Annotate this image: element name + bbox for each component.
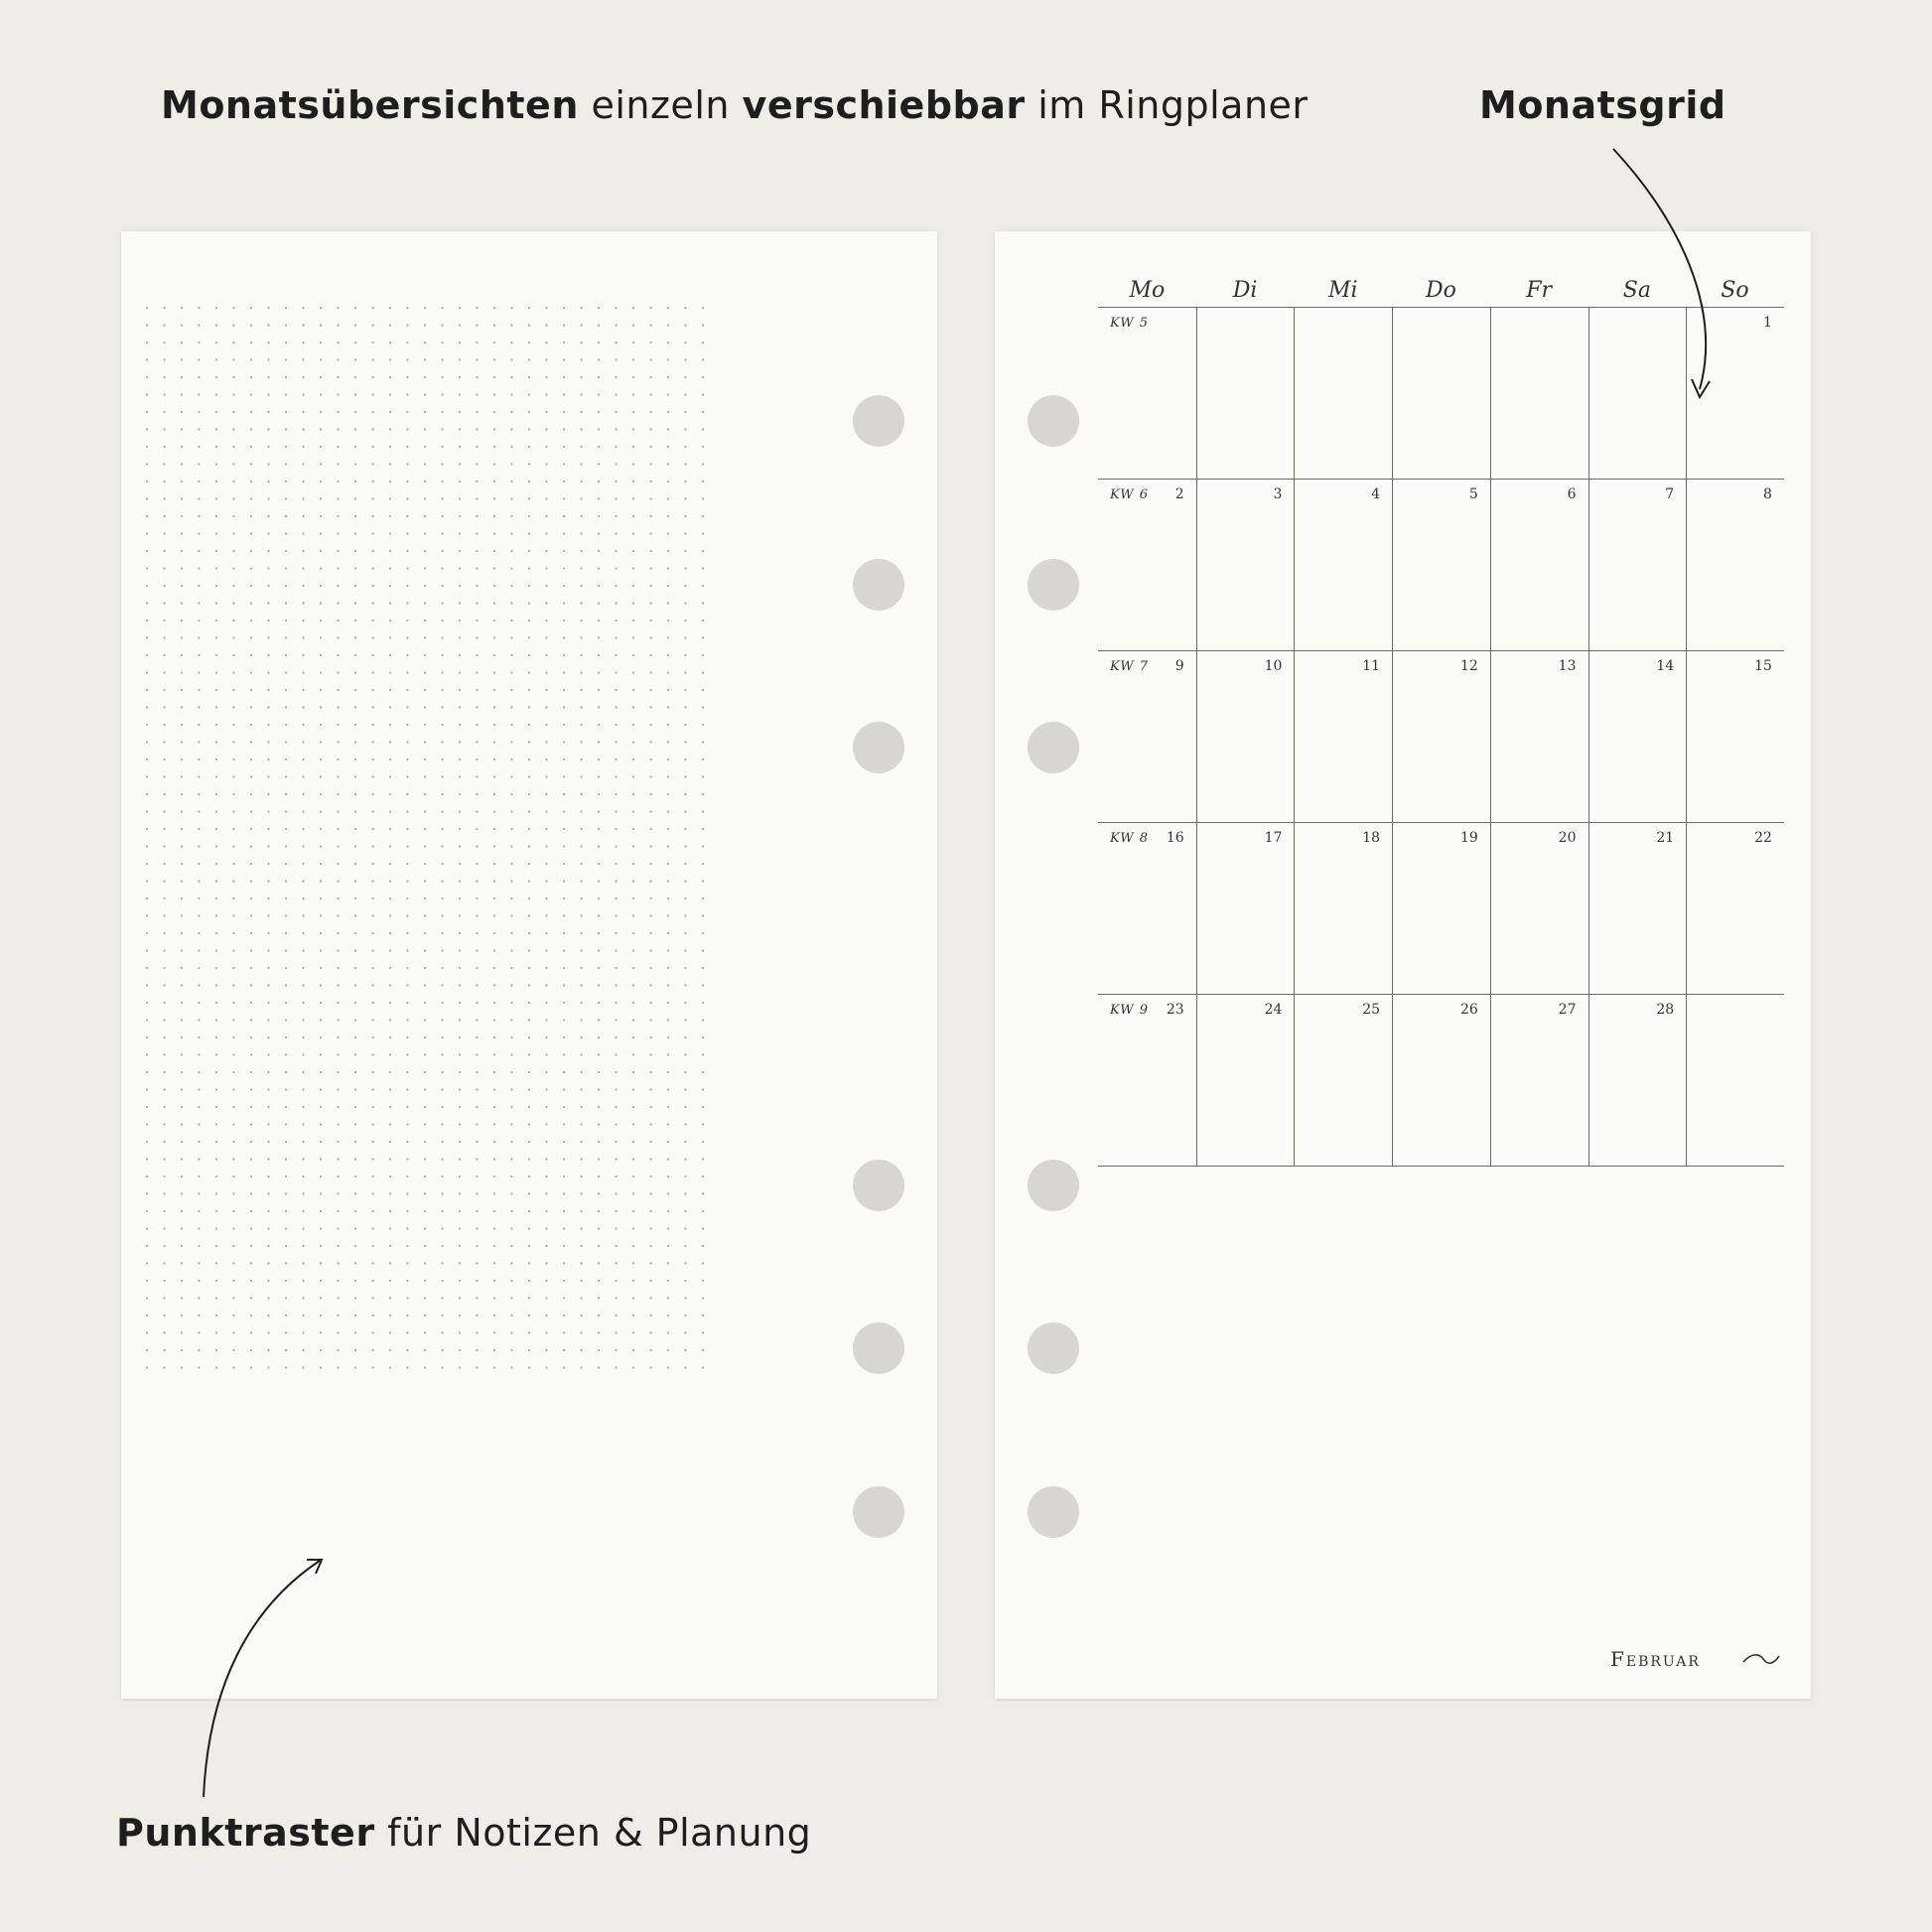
week-number: KW 7 — [1110, 659, 1150, 674]
day-number: 18 — [1362, 830, 1381, 846]
day-number: 3 — [1273, 486, 1283, 502]
day-number: 28 — [1656, 1002, 1675, 1018]
weekday-header: Di — [1232, 278, 1258, 303]
weekday-header: So — [1721, 278, 1749, 303]
caption-grid-run-0: Monatsgrid — [1479, 83, 1726, 127]
month-label: Februar — [1610, 1647, 1701, 1671]
day-number: 23 — [1166, 1002, 1184, 1018]
caption-top-run-3: im Ringplaner — [1025, 83, 1309, 127]
day-number: 22 — [1754, 830, 1772, 846]
day-number: 27 — [1558, 1002, 1577, 1018]
day-number: 24 — [1264, 1002, 1283, 1018]
day-number: 1 — [1762, 315, 1772, 331]
weekday-header: Do — [1425, 278, 1456, 303]
weekday-header: Mo — [1129, 278, 1166, 303]
arrow-to-grid-icon — [1613, 149, 1706, 389]
caption-top-run-1: einzeln — [578, 83, 743, 127]
caption-bottom-run-1: für Notizen & Planung — [374, 1811, 812, 1855]
day-number: 19 — [1459, 830, 1478, 846]
day-number: 5 — [1468, 486, 1478, 502]
day-number: 20 — [1558, 830, 1577, 846]
day-number: 12 — [1459, 658, 1478, 674]
day-number: 15 — [1754, 658, 1772, 674]
day-number: 4 — [1371, 486, 1381, 502]
caption-top-run-2: verschiebbar — [742, 83, 1026, 127]
weekday-header: Mi — [1327, 278, 1358, 303]
day-number: 17 — [1264, 830, 1283, 846]
day-number: 8 — [1762, 486, 1772, 502]
weekday-header: Sa — [1622, 278, 1651, 303]
day-number: 16 — [1166, 830, 1184, 846]
day-number: 6 — [1567, 486, 1577, 502]
caption-bottom-run-0: Punktraster — [116, 1811, 375, 1855]
day-number: 10 — [1264, 658, 1283, 674]
week-number: KW 9 — [1110, 1003, 1150, 1018]
day-number: 2 — [1174, 486, 1184, 502]
week-number: KW 6 — [1110, 487, 1150, 502]
weekday-header: Fr — [1526, 278, 1553, 303]
day-number: 21 — [1656, 830, 1675, 846]
day-number: 13 — [1558, 658, 1577, 674]
arrow-to-dots-icon — [204, 1561, 320, 1797]
caption-top-run-0: Monatsübersichten — [161, 83, 579, 127]
day-number: 25 — [1362, 1002, 1381, 1018]
week-number: KW 8 — [1110, 831, 1150, 846]
day-number: 14 — [1656, 658, 1675, 674]
day-number: 9 — [1174, 658, 1184, 674]
day-number: 26 — [1459, 1002, 1478, 1018]
day-number: 7 — [1665, 486, 1675, 502]
week-number: KW 5 — [1110, 316, 1150, 331]
day-number: 11 — [1362, 658, 1381, 674]
